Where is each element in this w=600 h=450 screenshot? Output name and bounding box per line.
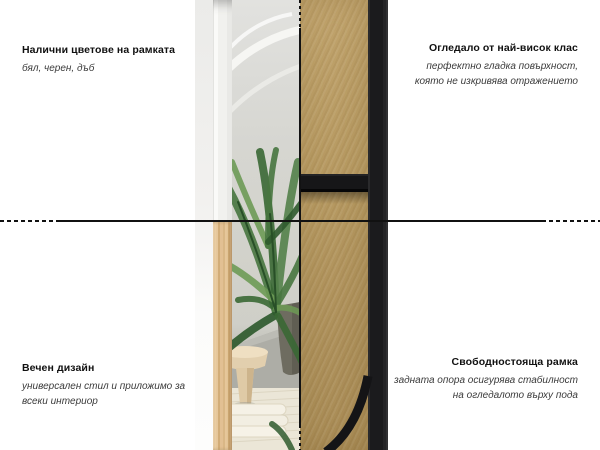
crossbar-shadow — [300, 192, 368, 204]
annotation-title: Вечен дизайн — [22, 362, 95, 374]
annotation-title: Свободностояща рамка — [451, 356, 578, 368]
annotation-subtitle-line1: перфектно гладка повърхност, — [426, 61, 578, 72]
annotation-timeless-design — [22, 362, 222, 409]
annotation-mirror-quality — [378, 42, 578, 89]
white-frame-sample — [213, 0, 232, 222]
annotation-subtitle: бял, черен, дъб — [22, 63, 95, 74]
annotation-subtitle-line2: на огледалото върху пода — [452, 390, 578, 401]
leader-line-vertical-dashed-bottom — [299, 425, 301, 450]
mirror-glass-reflection — [232, 0, 300, 450]
reflection-scene — [232, 0, 300, 450]
annotation-subtitle-line1: универсален стил и приложимо за — [22, 381, 186, 392]
annotation-title: Огледало от най-висок клас — [428, 42, 578, 54]
oak-frame-sample — [213, 222, 232, 450]
annotation-subtitle-line2: всеки интериор — [22, 396, 98, 407]
annotation-title: Налични цветове на рамката — [22, 44, 176, 56]
annotation-subtitle-line1: задната опора осигурява стабилност — [394, 375, 578, 386]
leader-line-horizontal-dotted-left — [0, 220, 57, 222]
annotation-freestanding-frame — [378, 356, 578, 403]
annotation-frame-colors — [22, 44, 222, 76]
annotation-subtitle-line2: която не изкривява отражението — [414, 76, 578, 87]
leader-line-horizontal-dotted-right — [542, 220, 600, 222]
frame-corner-arc — [300, 368, 388, 450]
leader-line-vertical-dashed-top — [299, 0, 301, 28]
split-line-vertical — [299, 28, 301, 425]
